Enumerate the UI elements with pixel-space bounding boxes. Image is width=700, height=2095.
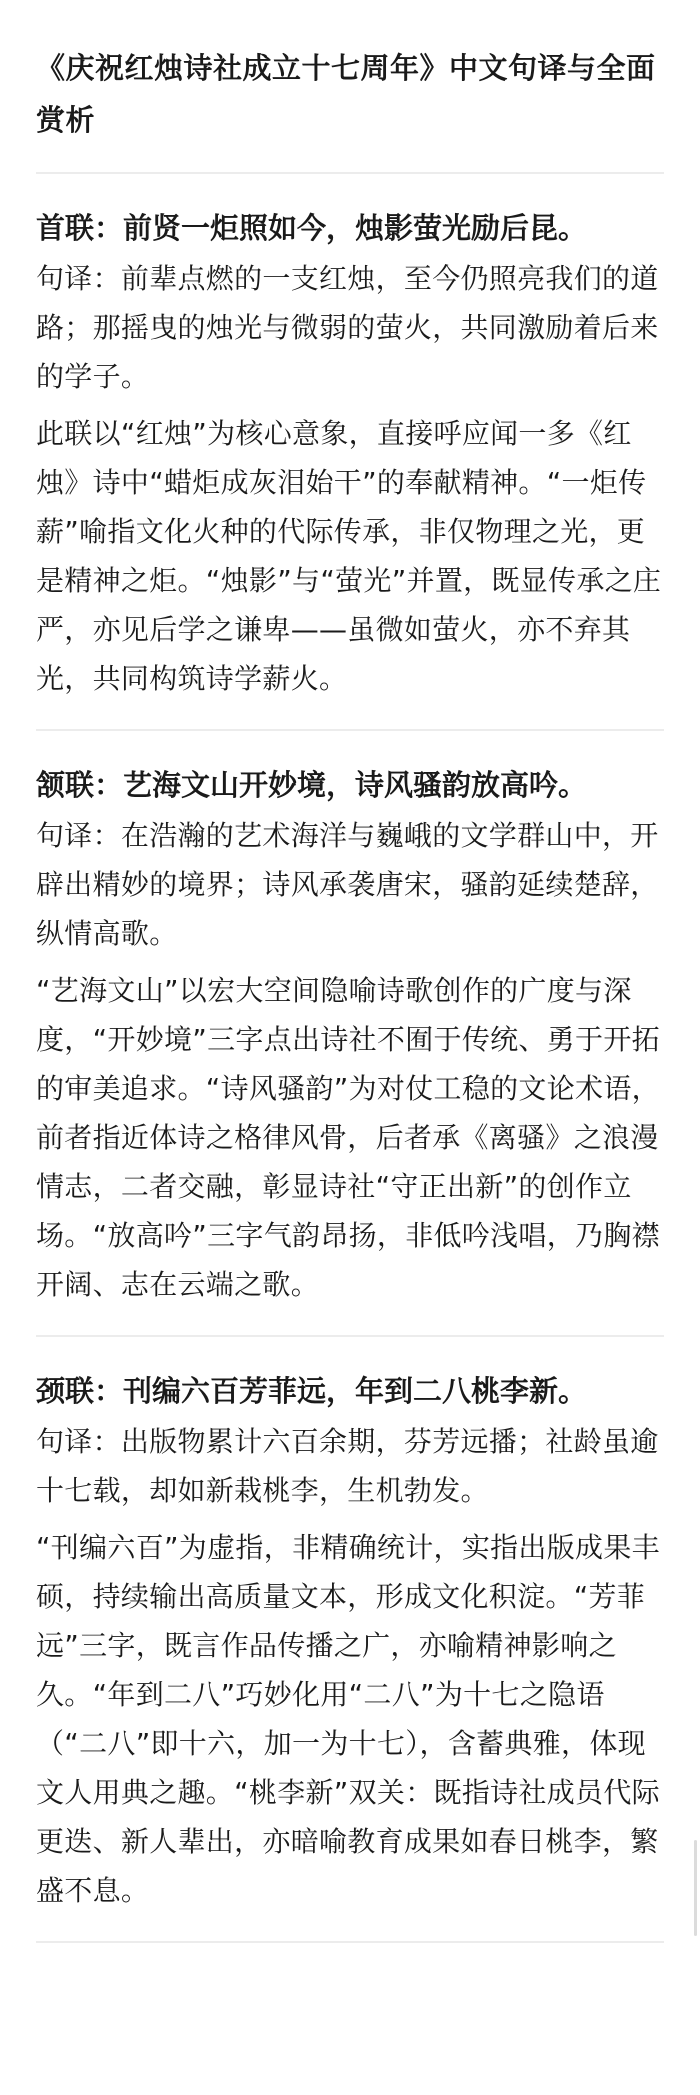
translation-paragraph: 句译：出版物累计六百余期，芬芳远播；社龄虽逾十七载，却如新栽桃李，生机勃发。 xyxy=(36,1425,659,1507)
section-divider xyxy=(36,1335,664,1337)
section-hanlian xyxy=(36,759,664,1309)
section-heading: 颔联：艺海文山开妙境，诗风骚韵放高吟。 xyxy=(36,768,588,802)
translation-paragraph: 句译：前辈点燃的一支红烛，至今仍照亮我们的道路；那摇曳的烛光与微弱的萤火，共同激励着后来的学子。 xyxy=(36,262,659,393)
section-shoulian xyxy=(36,202,664,703)
analysis-paragraph: “艺海文山”以宏大空间隐喻诗歌创作的广度与深度，“开妙境”三字点出诗社不囿于传统、勇于开拓的审美追求。“诗风骚韵”为对仗工稳的文论术语，前者指近体诗之格律风骨，后者承《离骚》之浪漫情志，二者交融，彰显诗社“守正出新”的创作立场。“放高吟”三字气韵昂扬，非低吟浅唱，乃胸襟开阔、志在云端之歌。 xyxy=(36,974,660,1301)
section-divider xyxy=(36,729,664,731)
section-heading: 颈联：刊编六百芳菲远，年到二八桃李新。 xyxy=(36,1374,588,1408)
scrollbar[interactable] xyxy=(694,1840,697,1936)
analysis-paragraph: “刊编六百”为虚指，非精确统计，实指出版成果丰硕，持续输出高质量文本，形成文化积淀。“芳菲远”三字，既言作品传播之广，亦喻精神影响之久。“年到二八”巧妙化用“二八”为十七之隐语（“二八”即十六，加一为十七），含蓄典雅，体现文人用典之趣。“桃李新”双关：既指诗社成员代际更迭、新人辈出，亦暗喻教育成果如春日桃李，繁盛不息。 xyxy=(36,1531,660,1907)
section-heading: 首联：前贤一炬照如今，烛影萤光励后昆。 xyxy=(36,211,588,245)
translation-paragraph: 句译：在浩瀚的艺术海洋与巍峨的文学群山中，开辟出精妙的境界；诗风承袭唐宋，骚韵延续楚辞，纵情高歌。 xyxy=(36,819,659,950)
section-divider xyxy=(36,172,664,174)
article-title: 《庆祝红烛诗社成立十七周年》中文句译与全面赏析 xyxy=(36,51,656,137)
section-jinglian xyxy=(36,1365,664,1915)
analysis-paragraph: 此联以“红烛”为核心意象，直接呼应闻一多《红烛》诗中“蜡炬成灰泪始干”的奉献精神。“一炬传薪”喻指文化火种的代际传承，非仅物理之光，更是精神之炬。“烛影”与“萤光”并置，既显传承之庄严，亦见后学之谦卑——虽微如萤火，亦不弃其光，共同构筑诗学薪火。 xyxy=(36,417,662,695)
section-divider xyxy=(36,1941,664,1943)
